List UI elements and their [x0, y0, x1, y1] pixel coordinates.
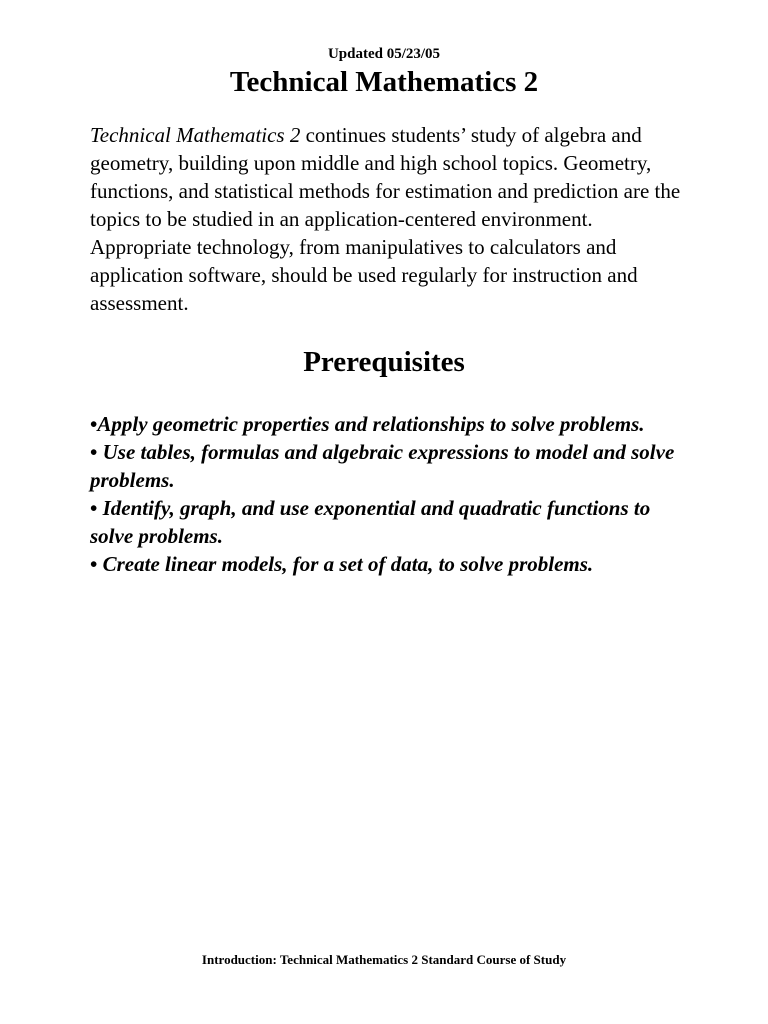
prerequisites-heading: Prerequisites	[303, 346, 465, 378]
bullet-marker: •	[90, 496, 98, 520]
prerequisite-text: Create linear models, for a set of data, to solve problems.	[102, 552, 594, 576]
prerequisite-item	[90, 494, 690, 550]
prerequisites-list	[90, 410, 690, 578]
page-footer: Introduction: Technical Mathematics 2 Standard Course of Study	[201, 952, 567, 967]
prerequisite-item	[90, 410, 690, 438]
intro-lead-italic: Technical Mathematics 2	[90, 123, 301, 147]
bullet-marker: •	[90, 552, 98, 576]
prerequisite-text: Apply geometric properties and relationships to solve problems.	[97, 412, 645, 436]
prerequisite-text: Use tables, formulas and algebraic expressions to model and solve problems.	[90, 440, 675, 492]
updated-date: Updated 05/23/05	[327, 46, 441, 62]
prerequisite-text: Identify, graph, and use exponential and quadratic functions to solve problems.	[90, 496, 651, 548]
bullet-marker: •	[90, 412, 98, 436]
prerequisite-item	[90, 550, 690, 578]
prerequisite-item	[90, 438, 690, 494]
page-title: Technical Mathematics 2	[229, 66, 539, 98]
intro-paragraph	[90, 121, 690, 317]
bullet-marker: •	[90, 440, 98, 464]
intro-body: continues students’ study of algebra and geometry, building upon middle and high school topics. Geometry, functions, and statistical methods for estimation and prediction are the topics to be studied in an application-centered environment. Appropriate technology, from manipulatives to calculators and application software, should be used regularly for instruction and assessment.	[90, 123, 681, 315]
